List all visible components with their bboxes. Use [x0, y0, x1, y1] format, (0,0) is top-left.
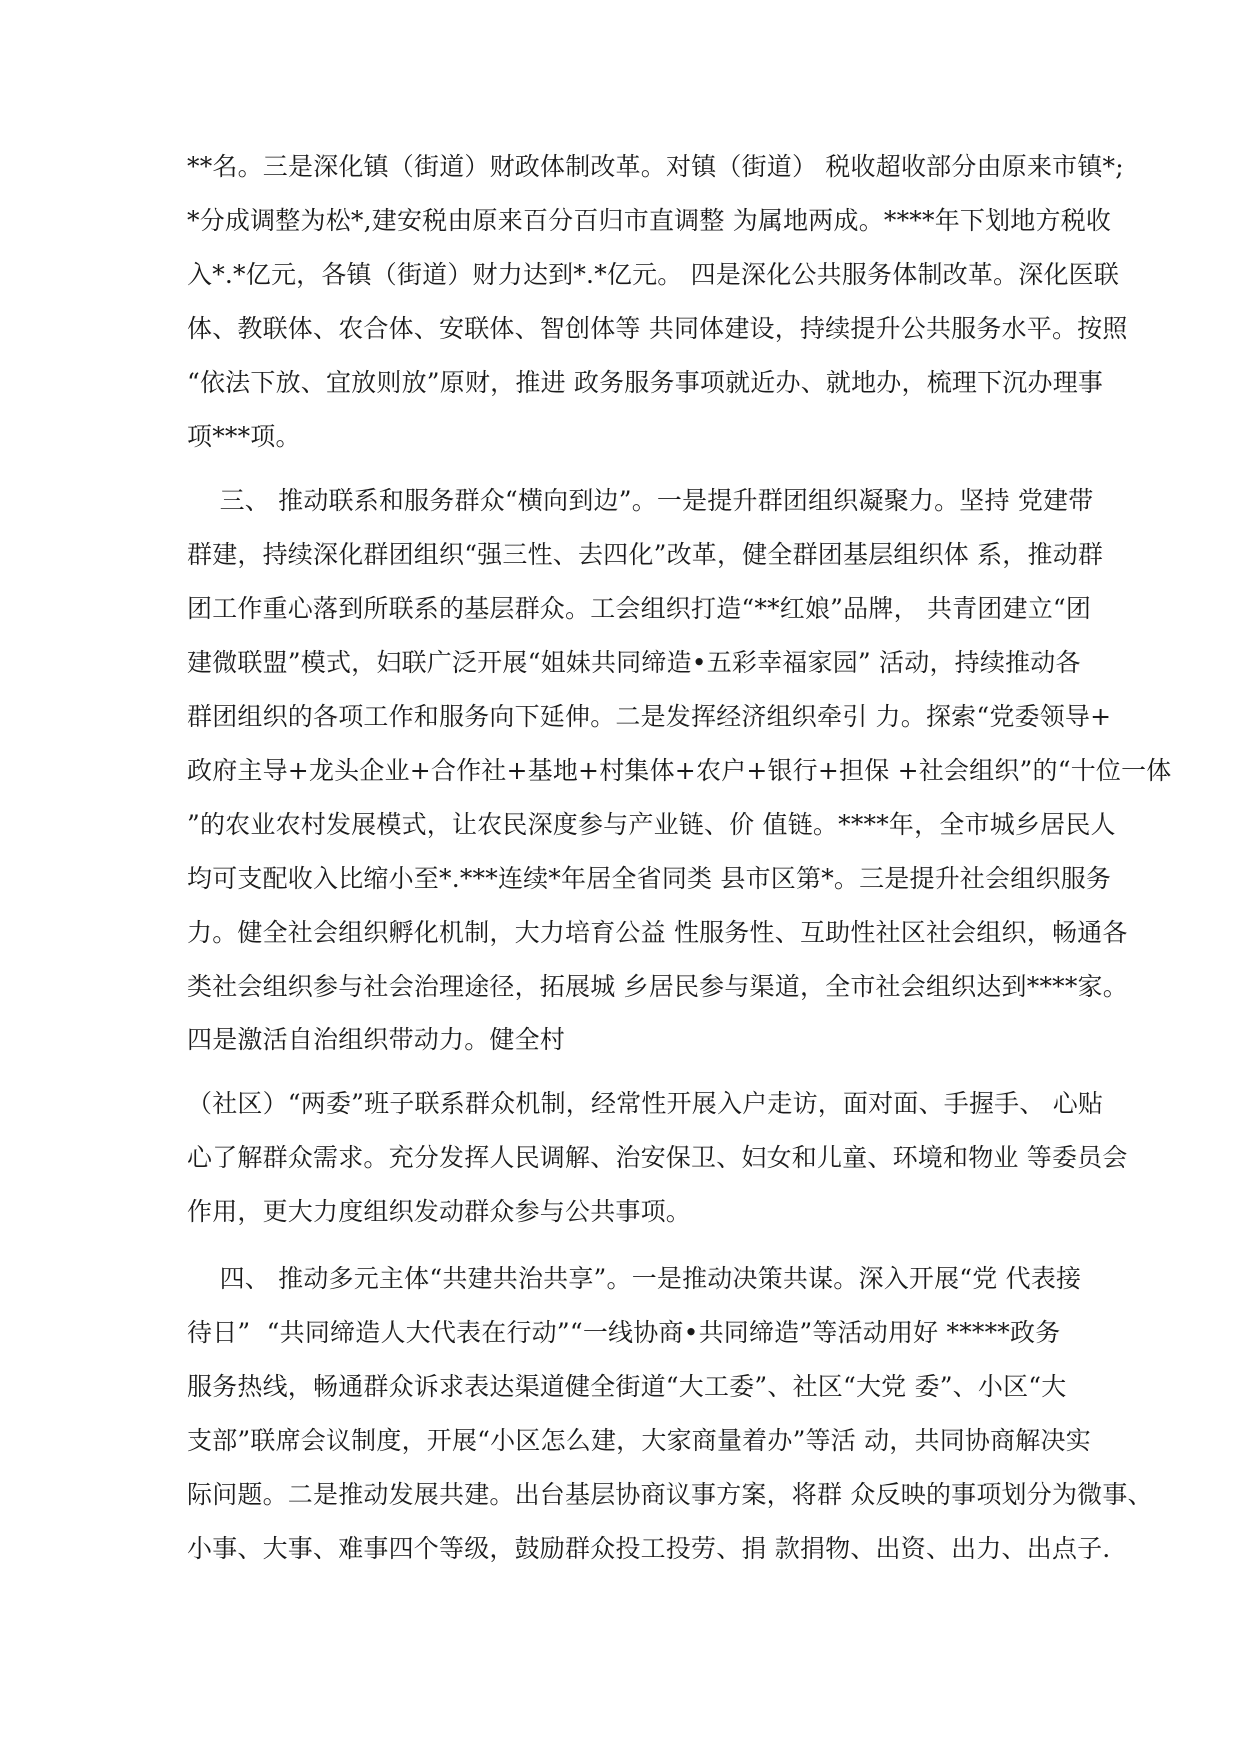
text-line: 项***项。 [187, 422, 301, 451]
text-line: 际问题。二是推动发展共建。出台基层协商议事方案，将群 众反映的事项划分为微事、 [187, 1480, 1153, 1509]
text-line: 体、教联体、农合体、安联体、智创体等 共同体建设，持续提升公共服务水平。按照 [187, 314, 1128, 343]
text-line: 力。健全社会组织孵化机制，大力培育公益 性服务性、互助性社区社会组织，畅通各 [187, 918, 1128, 947]
text-line: 支部”联席会议制度，开展“小区怎么建，大家商量着办”等活 动，共同协商解决实 [187, 1426, 1091, 1455]
text-line: 小事、大事、难事四个等级，鼓励群众投工投劳、捐 款捐物、出资、出力、出点子． [187, 1534, 1128, 1563]
text-line: 作用，更大力度组织发动群众参与公共事项。 [187, 1197, 692, 1226]
text-line: 群建，持续深化群团组织“强三性、去四化”改革，健全群团基层组织体 系，推动群 [187, 540, 1104, 569]
text-line: 三、 推动联系和服务群众“横向到边”。一是提升群团组织凝聚力。坚持 党建带 [187, 486, 1094, 515]
text-line: 心了解群众需求。充分发挥人民调解、治安保卫、妇女和儿童、环境和物业 等委员会 [187, 1143, 1128, 1172]
text-line: 入*.*亿元，各镇（街道）财力达到*.*亿元。 四是深化公共服务体制改革。深化医联 [187, 260, 1120, 289]
text-line: 四、 推动多元主体“共建共治共享”。一是推动决策共谋。深入开展“党 代表接 [187, 1264, 1082, 1293]
text-line: *分成调整为松*,建安税由原来百分百归市直调整 为属地两成。****年下划地方税收 [187, 206, 1112, 235]
text-line: 服务热线，畅通群众诉求表达渠道健全街道“大工委”、社区“大党 委”、小区“大 [187, 1372, 1067, 1401]
text-line: 待日” “共同缔造人大代表在行动”“一线协商•共同缔造”等活动用好 *****政务 [187, 1318, 1061, 1347]
text-line: （社区）“两委”班子联系群众机制，经常性开展入户走访，面对面、手握手、 心贴 [187, 1089, 1104, 1118]
text-line: 类社会组织参与社会治理途径，拓展城 乡居民参与渠道，全市社会组织达到****家。 [187, 972, 1128, 1001]
text-line: 政府主导+龙头企业+合作社+基地+村集体+农户+银行+担保 +社会组织”的“十位一体 [187, 756, 1172, 785]
text-line: 群团组织的各项工作和服务向下延伸。二是发挥经济组织牵引 力。探索“党委领导+ [187, 702, 1112, 731]
text-line: 团工作重心落到所联系的基层群众。工会组织打造“**红娘”品牌， 共青团建立“团 [187, 594, 1092, 623]
text-line: 均可支配收入比缩小至*.***连续*年居全省同类 县市区第*。三是提升社会组织服务 [187, 864, 1112, 893]
text-line: 建微联盟”模式，妇联广泛开展“姐妹共同缔造•五彩幸福家园” 活动，持续推动各 [187, 648, 1081, 677]
text-line: ”的农业农村发展模式，让农民深度参与产业链、价 值链。****年，全市城乡居民人 [187, 810, 1116, 839]
text-line: **名。三是深化镇（街道）财政体制改革。对镇（街道） 税收超收部分由原来市镇*; [187, 152, 1124, 181]
text-line: “依法下放、宜放则放”原财，推进 政务服务事项就近办、就地办，梳理下沉办理事 [187, 368, 1104, 397]
text-line: 四是激活自治组织带动力。健全村 [187, 1025, 566, 1054]
